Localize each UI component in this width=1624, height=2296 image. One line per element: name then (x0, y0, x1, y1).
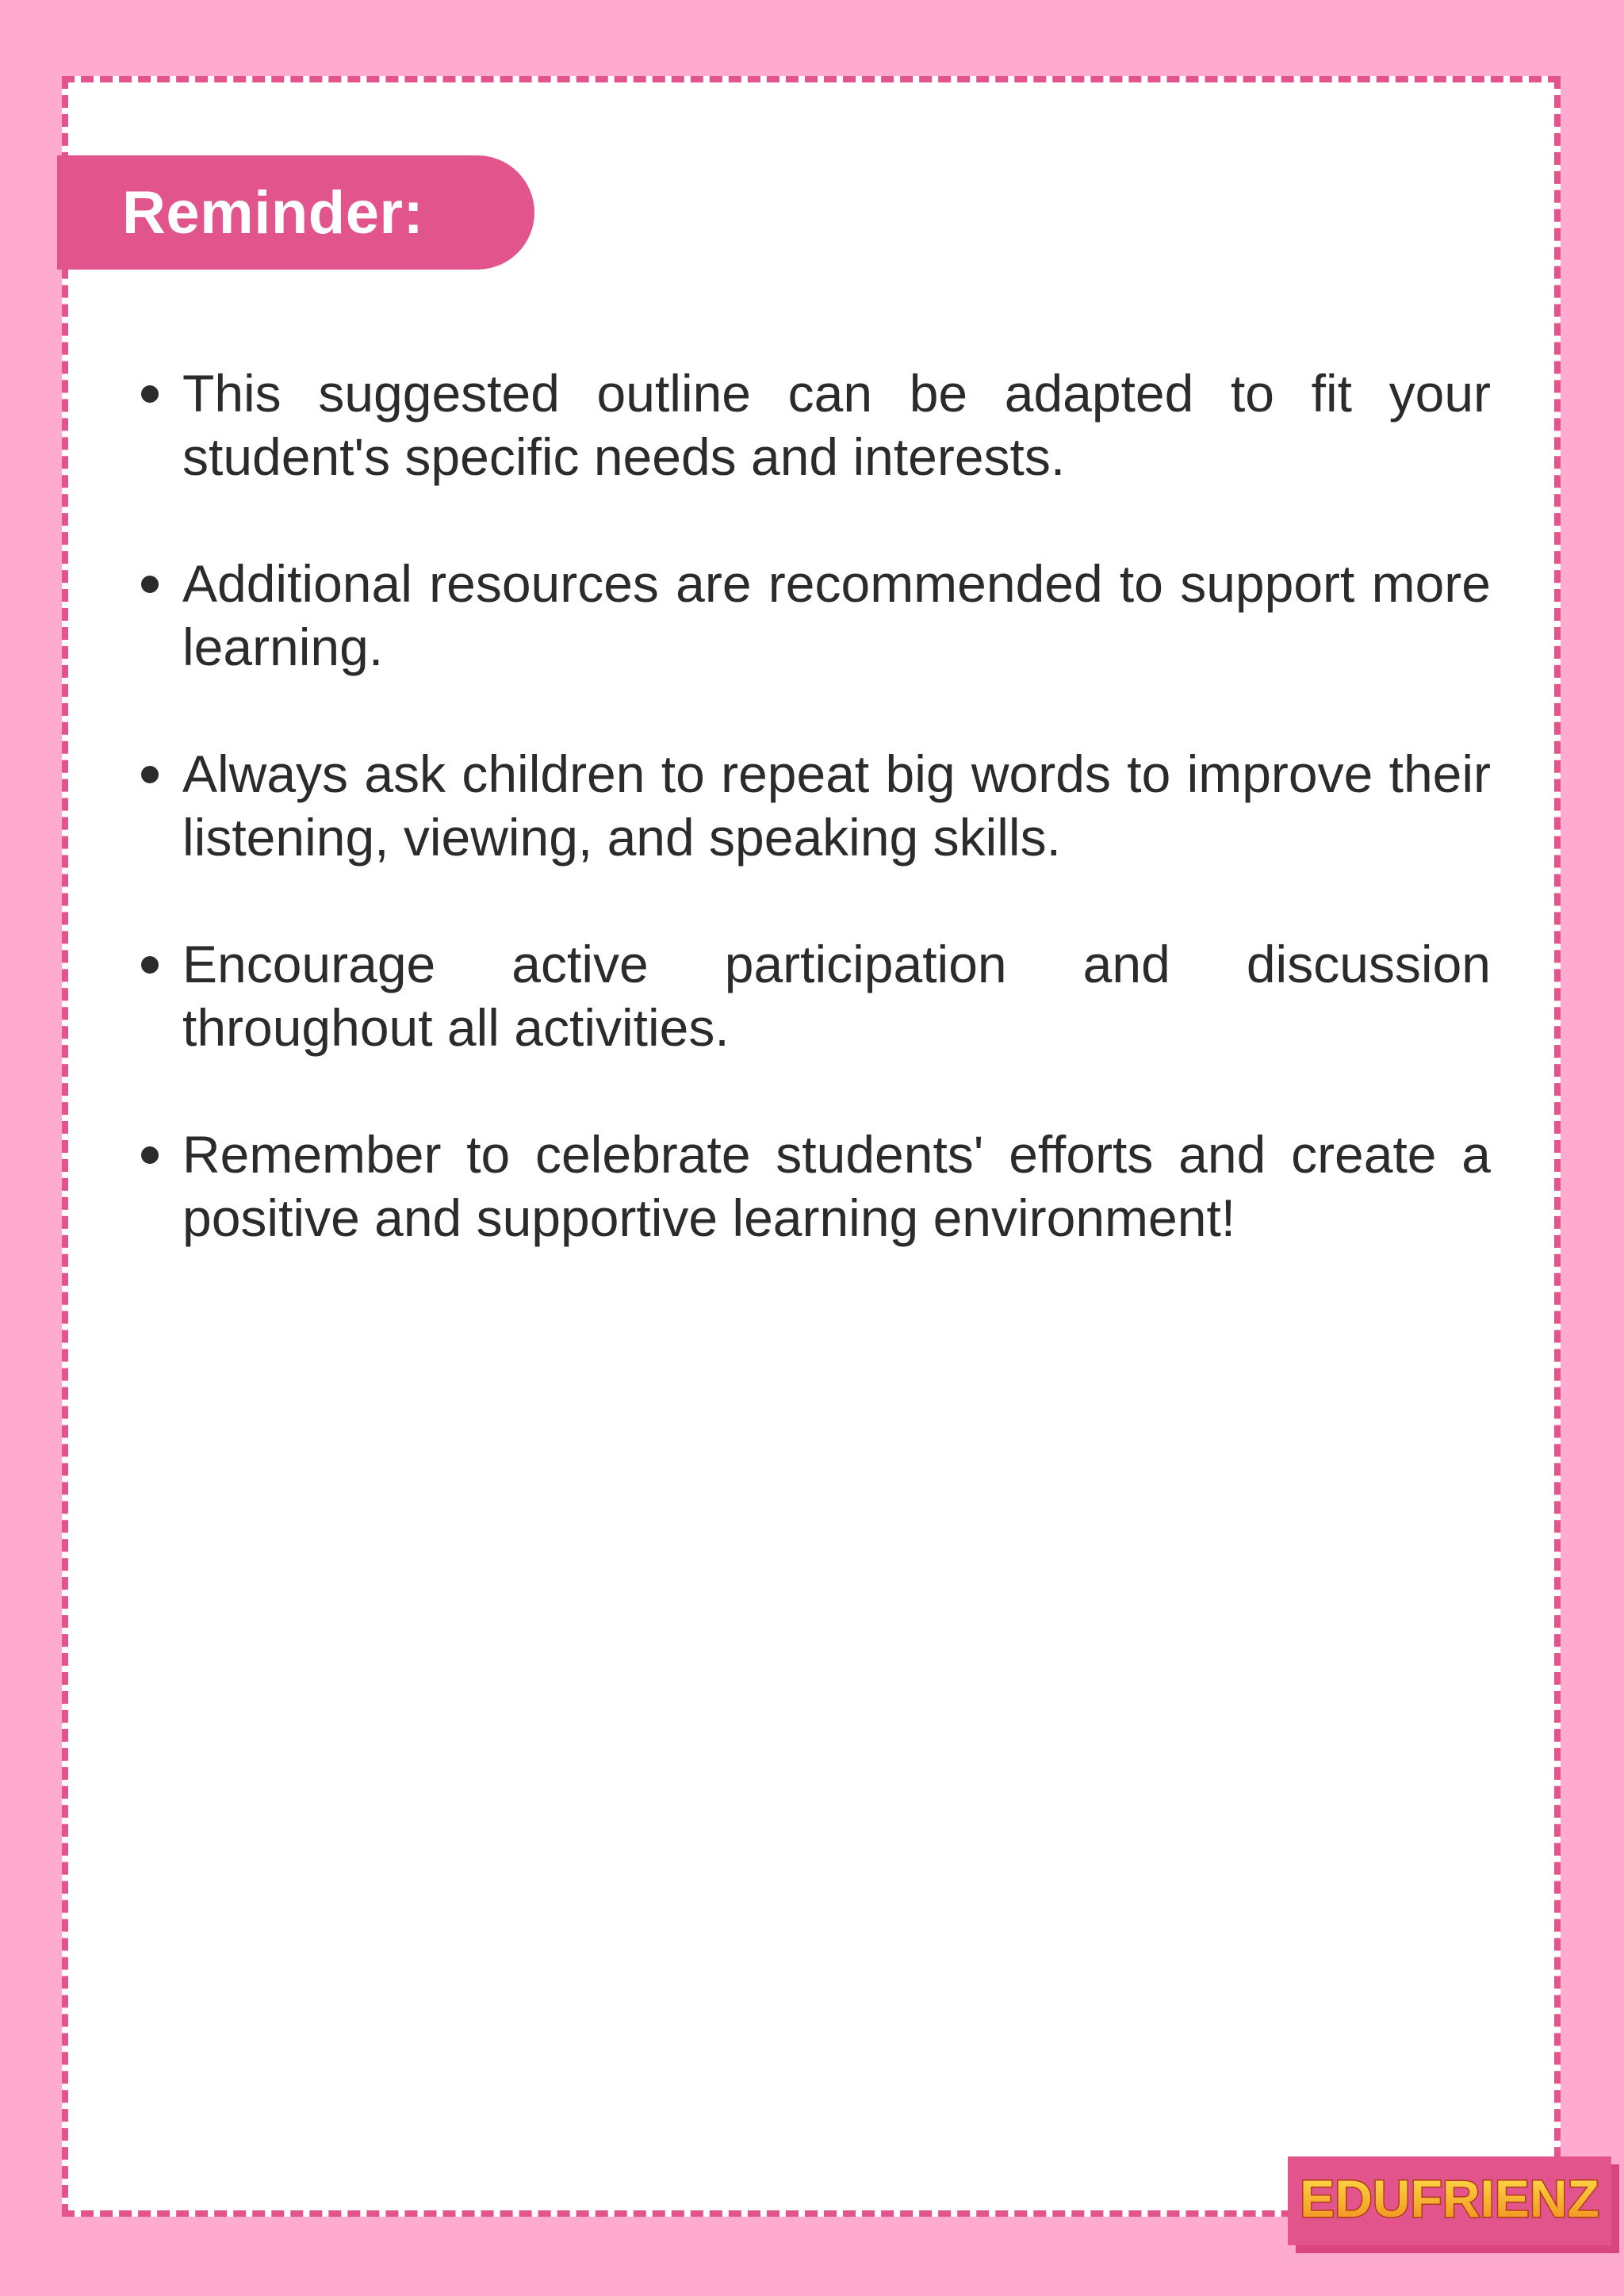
reminder-item (133, 552, 1491, 679)
reminder-list (133, 362, 1491, 1313)
edufrienz-logo (1288, 2156, 1611, 2245)
reminder-header-tab (57, 155, 534, 270)
bullet-icon (141, 766, 159, 783)
logo-text: EDUFRIENZ (1300, 2169, 1599, 2228)
reminder-title: Reminder: (122, 178, 424, 247)
reminder-item (133, 932, 1491, 1059)
bullet-icon (141, 385, 159, 403)
bullet-icon (141, 576, 159, 593)
reminder-text: Additional resources are recommended to support more learning. (182, 554, 1491, 676)
reminder-item (133, 1123, 1491, 1249)
bullet-icon (141, 1146, 159, 1164)
reminder-item (133, 742, 1491, 869)
reminder-text: Remember to celebrate students' efforts and create a positive and supportive learning environment! (182, 1125, 1491, 1247)
bullet-icon (141, 956, 159, 974)
reminder-text: Always ask children to repeat big words to improve their listening, viewing, and speaking skills. (182, 744, 1491, 867)
reminder-text: This suggested outline can be adapted to fit your student's specific needs and interests. (182, 364, 1491, 486)
logo-wordmark (1299, 2161, 1600, 2241)
reminder-item (133, 362, 1491, 488)
reminder-text: Encourage active participation and discussion throughout all activities. (182, 935, 1491, 1057)
